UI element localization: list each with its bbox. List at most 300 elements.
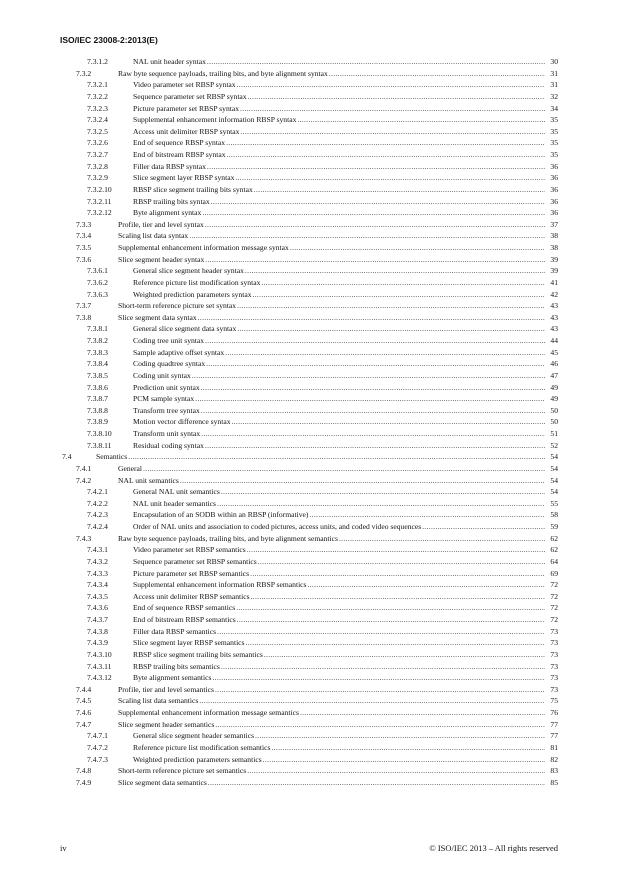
toc-entry-title: Reference picture list modification semantics <box>133 742 271 752</box>
toc-entry-page: 37 <box>550 219 558 229</box>
toc-entry-number: 7.4.3.5 <box>87 591 108 601</box>
toc-entry-page: 35 <box>550 150 558 159</box>
toc-entry-number: 7.3.3 <box>76 219 92 229</box>
toc-entry[interactable] <box>62 637 558 649</box>
toc-entry-number: 7.3.2.11 <box>87 196 112 206</box>
toc-entry-page: 76 <box>550 708 558 717</box>
toc-entry-page: 72 <box>550 615 558 624</box>
toc-entry-title: Encapsulation of an SODB within an RBSP (informative) <box>133 510 309 520</box>
toc-entry-number: 7.3.2.12 <box>87 208 112 218</box>
toc-entry-page: 73 <box>550 673 558 683</box>
toc-entry-title: Sequence parameter set RBSP syntax <box>133 91 247 101</box>
toc-entry-number: 7.4.7.2 <box>87 742 108 752</box>
dot-leader <box>205 335 545 347</box>
toc-entry-page: 83 <box>550 766 558 776</box>
toc-entry[interactable] <box>62 207 558 219</box>
toc-entry-number: 7.4.3.3 <box>87 568 108 578</box>
toc-entry-title: Transform unit syntax <box>133 429 201 438</box>
toc-entry[interactable] <box>62 312 558 324</box>
dot-leader <box>199 695 545 707</box>
toc-entry-title: Supplemental enhancement information message semantics <box>118 708 299 717</box>
dot-leader <box>240 103 545 115</box>
dot-leader <box>255 730 545 742</box>
toc-entry-title: Raw byte sequence payloads, trailing bits, and byte alignment syntax <box>118 68 328 78</box>
dot-leader <box>205 440 545 452</box>
toc-entry-number: 7.4.1 <box>76 463 92 473</box>
dot-leader <box>128 451 545 463</box>
toc-entry-page: 36 <box>550 208 558 218</box>
toc-entry[interactable] <box>62 684 558 696</box>
toc-entry[interactable] <box>62 544 558 556</box>
dot-leader <box>202 207 545 219</box>
toc-entry-page: 73 <box>550 684 558 694</box>
toc-entry-page: 45 <box>550 347 558 357</box>
toc-entry-page: 72 <box>550 591 558 601</box>
toc-entry[interactable] <box>62 695 558 707</box>
toc-entry-title: RBSP slice segment trailing bits semantics <box>133 649 263 659</box>
toc-entry-number: 7.3.6.2 <box>87 277 108 287</box>
toc-entry-number: 7.3.1.2 <box>87 57 108 66</box>
toc-entry[interactable] <box>62 382 558 394</box>
toc-entry-page: 54 <box>550 487 558 497</box>
toc-entry-page: 36 <box>550 196 558 206</box>
toc-entry-number: 7.4.3.12 <box>87 673 112 683</box>
dot-leader <box>300 707 545 719</box>
toc-entry-title: Order of NAL units and association to coded pictures, access units, and coded video sequences <box>133 522 422 531</box>
dot-leader <box>237 614 545 626</box>
toc-entry[interactable] <box>62 370 558 382</box>
dot-leader <box>211 196 545 208</box>
toc-entry-title: Slice segment layer RBSP semantics <box>133 638 245 648</box>
toc-entry-page: 49 <box>550 382 558 392</box>
toc-entry-title: Slice segment data syntax <box>118 312 197 322</box>
toc-entry-number: 7.4.3.9 <box>87 638 108 648</box>
toc-entry[interactable] <box>62 428 558 440</box>
toc-entry-page: 34 <box>550 103 558 113</box>
toc-entry-page: 59 <box>550 522 558 531</box>
toc-entry-title: Video parameter set RBSP semantics <box>133 545 246 555</box>
toc-entry-number: 7.4.2.2 <box>87 498 108 508</box>
toc-entry-title: Sample adaptive offset syntax <box>133 347 225 357</box>
dot-leader <box>205 254 545 266</box>
toc-entry-title: Transform tree syntax <box>133 405 200 415</box>
toc-entry-page: 47 <box>550 370 558 380</box>
toc-entry[interactable] <box>62 405 558 417</box>
toc-entry[interactable] <box>62 184 558 196</box>
toc-entry-number: 7.4.2.3 <box>87 510 108 520</box>
toc-entry-number: 7.4.4 <box>76 684 92 694</box>
toc-entry[interactable] <box>62 323 558 335</box>
toc-entry-number: 7.3.8.10 <box>87 429 112 438</box>
toc-entry-number: 7.3.8 <box>76 312 92 322</box>
toc-entry-page: 43 <box>550 324 558 334</box>
toc-entry[interactable] <box>62 440 558 452</box>
toc-entry-title: NAL unit header syntax <box>133 57 206 66</box>
toc-entry-page: 35 <box>550 138 558 148</box>
dot-leader <box>339 533 545 545</box>
toc-entry-number: 7.4.5 <box>76 696 92 706</box>
toc-entry[interactable] <box>62 730 558 742</box>
toc-entry[interactable] <box>62 335 558 347</box>
dot-leader <box>329 68 545 80</box>
dot-leader <box>290 242 545 254</box>
toc-entry-page: 39 <box>550 254 558 264</box>
dot-leader <box>263 754 545 766</box>
copyright-notice: © ISO/IEC 2013 – All rights reserved <box>429 843 558 853</box>
toc-entry-title: Byte alignment syntax <box>133 208 202 218</box>
toc-entry[interactable] <box>62 568 558 580</box>
dot-leader <box>251 591 545 603</box>
toc-entry-title: Residual coding syntax <box>133 440 204 450</box>
toc-entry-page: 43 <box>550 301 558 311</box>
toc-entry[interactable] <box>62 219 558 231</box>
dot-leader <box>237 79 545 91</box>
toc-entry[interactable] <box>62 230 558 242</box>
toc-entry-title: End of sequence RBSP syntax <box>133 138 226 148</box>
toc-entry[interactable] <box>62 289 558 301</box>
toc-entry-page: 42 <box>550 289 558 299</box>
dot-leader <box>264 649 545 661</box>
toc-entry[interactable] <box>62 486 558 498</box>
toc-entry-number: 7.4.7.3 <box>87 754 108 764</box>
dot-leader <box>236 602 545 614</box>
toc-entry-title: PCM sample syntax <box>133 394 195 404</box>
toc-entry[interactable] <box>62 521 558 533</box>
toc-entry-title: End of bitstream RBSP syntax <box>133 150 226 159</box>
toc-entry-page: 69 <box>550 568 558 578</box>
dot-leader <box>271 742 545 754</box>
toc-entry-page: 62 <box>550 533 558 543</box>
toc-entry-title: Access unit delimiter RBSP semantics <box>133 591 250 601</box>
dot-leader <box>247 765 545 777</box>
toc-entry-number: 7.4.3.11 <box>87 661 112 671</box>
dot-leader <box>309 509 545 521</box>
toc-entry-page: 85 <box>550 777 558 787</box>
dot-leader <box>180 475 545 487</box>
toc-entry[interactable] <box>62 765 558 777</box>
toc-entry-number: 7.3.2.6 <box>87 138 108 148</box>
toc-entry-page: 75 <box>550 696 558 706</box>
toc-entry-number: 7.3.2.4 <box>87 115 108 125</box>
dot-leader <box>232 416 546 428</box>
toc-entry-page: 77 <box>550 731 558 741</box>
toc-entry-title: General slice segment header syntax <box>133 266 244 276</box>
dot-leader <box>250 568 545 580</box>
toc-entry-number: 7.4.6 <box>76 708 92 717</box>
toc-entry-number: 7.3.2.3 <box>87 103 108 113</box>
toc-entry-title: Byte alignment semantics <box>133 673 212 683</box>
toc-entry-page: 72 <box>550 580 558 590</box>
toc-entry[interactable] <box>62 300 558 312</box>
dot-leader <box>201 405 545 417</box>
toc-entry-number: 7.4.7 <box>76 719 92 729</box>
toc-entry-number: 7.3.2 <box>76 68 92 78</box>
toc-entry[interactable] <box>62 509 558 521</box>
toc-entry-title: Supplemental enhancement information message syntax <box>118 243 289 252</box>
toc-entry-number: 7.4.3.10 <box>87 649 112 659</box>
toc-entry-number: 7.3.2.8 <box>87 161 108 171</box>
toc-entry-page: 51 <box>550 429 558 438</box>
toc-entry-title: General NAL unit semantics <box>133 487 220 497</box>
toc-entry-title: Weighted prediction parameters semantics <box>133 754 262 764</box>
toc-entry[interactable] <box>62 126 558 138</box>
toc-entry[interactable] <box>62 161 558 173</box>
toc-entry[interactable] <box>62 719 558 731</box>
dot-leader <box>215 684 545 696</box>
toc-entry-page: 52 <box>550 440 558 450</box>
toc-entry-page: 44 <box>550 336 558 345</box>
toc-entry-page: 73 <box>550 626 558 636</box>
toc-entry-title: Raw byte sequence payloads, trailing bits, and byte alignment semantics <box>118 533 338 543</box>
toc-entry-number: 7.3.8.5 <box>87 370 108 380</box>
toc-entry-page: 49 <box>550 394 558 404</box>
dot-leader <box>207 56 545 68</box>
dot-leader <box>198 312 545 324</box>
dot-leader <box>192 370 545 382</box>
toc-entry-page: 50 <box>550 417 558 427</box>
toc-entry-title: RBSP trailing bits semantics <box>133 661 220 671</box>
toc-entry[interactable] <box>62 416 558 428</box>
toc-entry[interactable] <box>62 277 558 289</box>
toc-entry-page: 35 <box>550 126 558 136</box>
toc-entry[interactable] <box>62 533 558 545</box>
toc-entry-title: NAL unit header semantics <box>133 498 217 508</box>
toc-entry-title: Reference picture list modification syntax <box>133 277 261 287</box>
dot-leader <box>205 219 545 231</box>
toc-entry-number: 7.3.8.7 <box>87 394 108 404</box>
dot-leader <box>246 637 546 649</box>
toc-entry-title: Coding tree unit syntax <box>133 336 205 345</box>
toc-entry-title: End of bitstream RBSP semantics <box>133 615 236 624</box>
toc-entry[interactable] <box>62 579 558 591</box>
toc-entry-page: 46 <box>550 359 558 369</box>
toc-entry-title: Supplemental enhancement information RBSP syntax <box>133 115 297 125</box>
toc-entry-title: Slice segment header syntax <box>118 254 205 264</box>
toc-entry-title: Profile, tier and level semantics <box>118 684 214 694</box>
dot-leader <box>143 463 545 475</box>
toc-entry-page: 54 <box>550 452 558 462</box>
dot-leader <box>226 137 545 149</box>
toc-entry-title: Profile, tier and level syntax <box>118 219 204 229</box>
toc-entry-number: 7.3.2.9 <box>87 173 108 183</box>
toc-entry-page: 35 <box>550 115 558 125</box>
toc-entry-title: Short-term reference picture set semantics <box>118 766 247 776</box>
toc-entry-number: 7.4.3.1 <box>87 545 108 555</box>
toc-entry-title: Prediction unit syntax <box>133 382 200 392</box>
toc-entry-title: Filler data RBSP syntax <box>133 161 206 171</box>
toc-entry-number: 7.4.3 <box>76 533 92 543</box>
toc-entry[interactable] <box>62 463 558 475</box>
toc-entry-number: 7.4.3.7 <box>87 615 108 624</box>
toc-entry-number: 7.3.8.9 <box>87 417 108 427</box>
toc-entry[interactable] <box>62 661 558 673</box>
toc-entry-page: 77 <box>550 719 558 729</box>
document-header: ISO/IEC 23008-2:2013(E) <box>60 35 158 45</box>
toc-entry[interactable] <box>62 707 558 719</box>
toc-entry-title: Scaling list data semantics <box>118 696 199 706</box>
toc-entry-title: Coding quadtree syntax <box>133 359 206 369</box>
toc-entry[interactable] <box>62 393 558 405</box>
toc-entry[interactable] <box>62 103 558 115</box>
toc-entry-title: Slice segment header semantics <box>118 719 215 729</box>
toc-entry-title: Supplemental enhancement information RBSP semantics <box>133 580 307 590</box>
toc-entry-number: 7.4.3.2 <box>87 556 108 566</box>
toc-entry-title: Weighted prediction parameters syntax <box>133 289 252 299</box>
toc-entry-title: Semantics <box>96 452 128 462</box>
toc-entry-number: 7.4.3.6 <box>87 603 108 613</box>
toc-entry-title: Video parameter set RBSP syntax <box>133 80 236 90</box>
toc-entry-page: 31 <box>550 68 558 78</box>
toc-entry-number: 7.3.8.11 <box>87 440 112 450</box>
toc-entry[interactable] <box>62 672 558 684</box>
dot-leader <box>217 498 545 510</box>
toc-entry-number: 7.3.8.2 <box>87 336 108 345</box>
toc-entry[interactable] <box>62 358 558 370</box>
toc-entry-number: 7.3.6 <box>76 254 92 264</box>
toc-entry[interactable] <box>62 626 558 638</box>
toc-entry-number: 7.4 <box>62 452 72 462</box>
toc-entry[interactable] <box>62 242 558 254</box>
toc-entry[interactable] <box>62 114 558 126</box>
toc-entry-title: Scaling list data syntax <box>118 231 189 241</box>
toc-entry[interactable] <box>62 556 558 568</box>
toc-entry[interactable] <box>62 91 558 103</box>
toc-entry[interactable] <box>62 196 558 208</box>
toc-entry-title: General <box>118 463 143 473</box>
toc-entry[interactable] <box>62 451 558 463</box>
toc-entry[interactable] <box>62 137 558 149</box>
toc-entry[interactable] <box>62 649 558 661</box>
toc-entry-number: 7.3.8.6 <box>87 382 108 392</box>
toc-entry-number: 7.3.6.1 <box>87 266 108 276</box>
toc-entry-page: 55 <box>550 498 558 508</box>
toc-entry-page: 64 <box>550 556 558 566</box>
toc-entry-number: 7.4.2.4 <box>87 522 108 531</box>
toc-entry-number: 7.4.7.1 <box>87 731 108 741</box>
dot-leader <box>227 149 545 161</box>
dot-leader <box>297 114 545 126</box>
toc-entry-page: 62 <box>550 545 558 555</box>
toc-entry[interactable] <box>62 754 558 766</box>
toc-entry[interactable] <box>62 742 558 754</box>
toc-entry-title: RBSP trailing bits syntax <box>133 196 210 206</box>
toc-entry[interactable] <box>62 475 558 487</box>
toc-entry-title: NAL unit semantics <box>118 475 179 485</box>
toc-entry-page: 32 <box>550 91 558 101</box>
toc-entry[interactable] <box>62 498 558 510</box>
toc-entry-title: RBSP slice segment trailing bits syntax <box>133 184 253 194</box>
toc-entry-title: End of sequence RBSP semantics <box>133 603 236 613</box>
dot-leader <box>240 126 545 138</box>
toc-entry-number: 7.3.2.5 <box>87 126 108 136</box>
dot-leader <box>308 579 546 591</box>
toc-entry-page: 81 <box>550 742 558 752</box>
toc-entry-page: 36 <box>550 161 558 171</box>
dot-leader <box>221 486 545 498</box>
toc-entry[interactable] <box>62 265 558 277</box>
dot-leader <box>237 300 545 312</box>
toc-entry[interactable] <box>62 591 558 603</box>
dot-leader <box>201 428 545 440</box>
toc-entry-title: Slice segment data semantics <box>118 777 207 787</box>
toc-entry-title: Coding unit syntax <box>133 370 191 380</box>
toc-entry-number: 7.3.2.1 <box>87 80 108 90</box>
toc-entry[interactable] <box>62 254 558 266</box>
toc-entry-page: 73 <box>550 661 558 671</box>
toc-entry-number: 7.3.6.3 <box>87 289 108 299</box>
toc-entry-number: 7.3.5 <box>76 243 92 252</box>
dot-leader <box>248 91 545 103</box>
dot-leader <box>245 265 545 277</box>
toc-entry[interactable] <box>62 347 558 359</box>
toc-entry-number: 7.4.9 <box>76 777 92 787</box>
dot-leader <box>261 277 545 289</box>
dot-leader <box>195 393 545 405</box>
toc-entry[interactable] <box>62 602 558 614</box>
toc-entry-page: 31 <box>550 80 558 90</box>
toc-entry-page: 54 <box>550 463 558 473</box>
toc-entry-number: 7.4.2 <box>76 475 92 485</box>
toc-entry-page: 54 <box>550 475 558 485</box>
toc-entry-number: 7.3.8.3 <box>87 347 108 357</box>
dot-leader <box>235 172 545 184</box>
toc-entry-title: Access unit delimiter RBSP syntax <box>133 126 240 136</box>
toc-entry-page: 36 <box>550 184 558 194</box>
toc-entry[interactable] <box>62 777 558 789</box>
toc-entry-page: 50 <box>550 405 558 415</box>
toc-entry-number: 7.3.4 <box>76 231 92 241</box>
toc-entry-number: 7.4.3.8 <box>87 626 108 636</box>
toc-entry-page: 73 <box>550 638 558 648</box>
dot-leader <box>207 161 545 173</box>
toc-entry-number: 7.4.8 <box>76 766 92 776</box>
toc-entry-title: Short-term reference picture set syntax <box>118 301 237 311</box>
dot-leader <box>253 289 545 301</box>
table-of-contents <box>62 56 558 788</box>
toc-entry-page: 58 <box>550 510 558 520</box>
toc-entry-page: 43 <box>550 312 558 322</box>
toc-entry[interactable] <box>62 149 558 161</box>
dot-leader <box>225 347 545 359</box>
toc-entry-title: Picture parameter set RBSP semantics <box>133 568 250 578</box>
dot-leader <box>217 626 545 638</box>
toc-entry-page: 73 <box>550 649 558 659</box>
toc-entry[interactable] <box>62 79 558 91</box>
toc-entry-page: 82 <box>550 754 558 764</box>
page-number: iv <box>60 843 67 853</box>
toc-entry[interactable] <box>62 56 558 68</box>
toc-entry-number: 7.3.8.4 <box>87 359 108 369</box>
toc-entry-number: 7.3.8.1 <box>87 324 108 334</box>
toc-entry-title: General slice segment data syntax <box>133 324 237 334</box>
toc-entry-title: Filler data RBSP semantics <box>133 626 217 636</box>
dot-leader <box>221 661 545 673</box>
dot-leader <box>189 230 545 242</box>
toc-entry-title: Motion vector difference syntax <box>133 417 231 427</box>
toc-entry[interactable] <box>62 172 558 184</box>
toc-entry-page: 39 <box>550 266 558 276</box>
toc-entry-number: 7.3.2.10 <box>87 184 112 194</box>
dot-leader <box>422 521 545 533</box>
toc-entry-page: 38 <box>550 231 558 241</box>
toc-entry-number: 7.3.7 <box>76 301 92 311</box>
toc-entry-number: 7.3.8.8 <box>87 405 108 415</box>
dot-leader <box>258 556 545 568</box>
toc-entry[interactable] <box>62 614 558 626</box>
toc-entry-title: Sequence parameter set RBSP semantics <box>133 556 257 566</box>
toc-entry-title: General slice segment header semantics <box>133 731 255 741</box>
toc-entry[interactable] <box>62 68 558 80</box>
